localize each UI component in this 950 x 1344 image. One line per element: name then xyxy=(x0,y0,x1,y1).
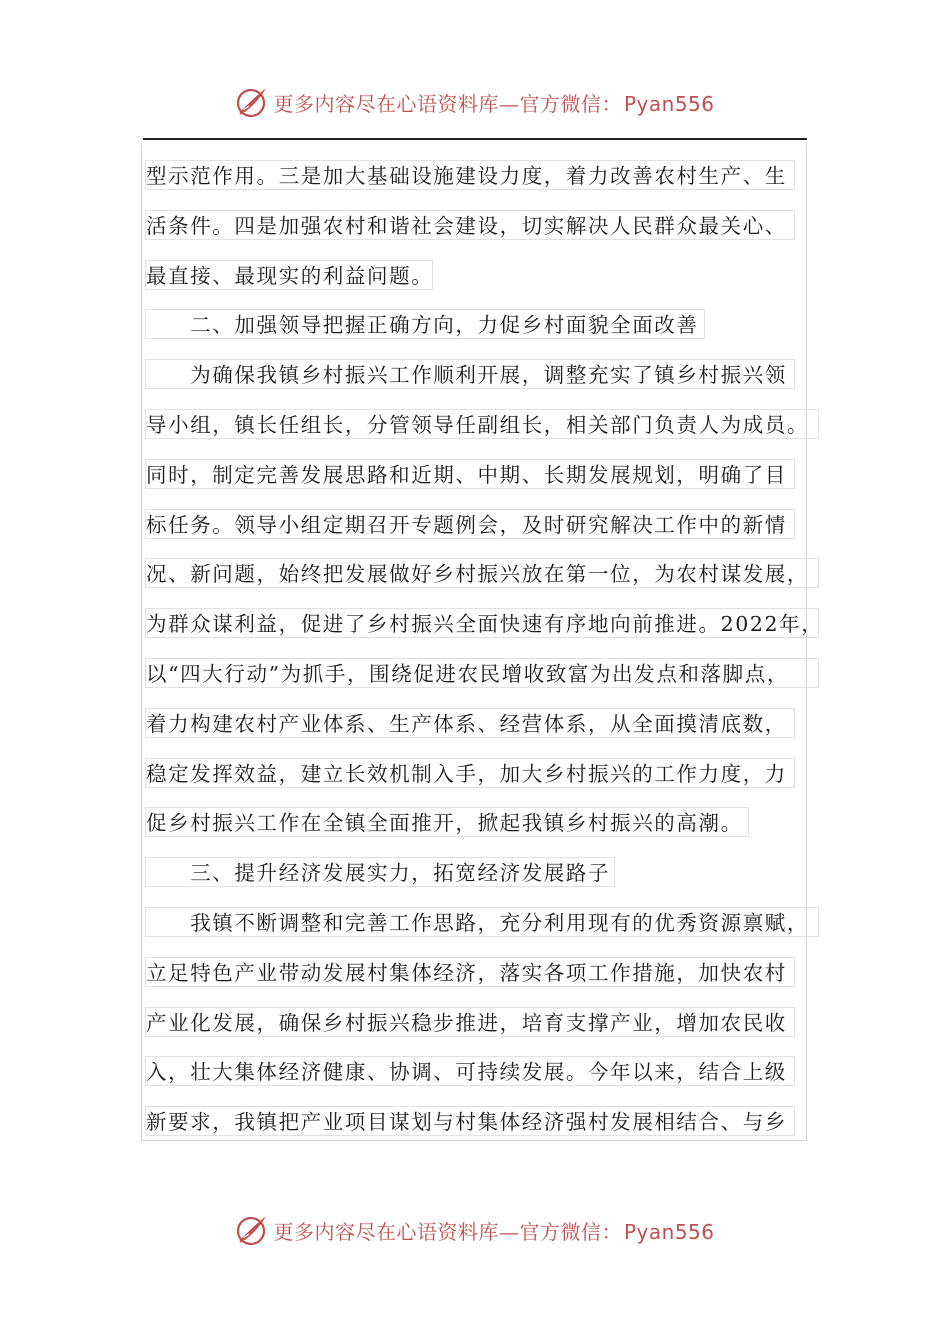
quill-logo-icon xyxy=(235,1213,269,1247)
text-line xyxy=(143,748,833,798)
text-line xyxy=(143,548,833,598)
text-line xyxy=(143,1046,833,1096)
text-line xyxy=(143,947,833,997)
line-text: 入，壮大集体经济健康、协调、可持续发展。今年以来，结合上级 xyxy=(145,1056,795,1086)
line-text: 为确保我镇乡村振兴工作顺利开展，调整充实了镇乡村振兴领 xyxy=(145,359,795,389)
text-line xyxy=(143,349,833,399)
heading-line: 三、提升经济发展实力，拓宽经济发展路子 xyxy=(145,857,615,887)
watermark-banner-top xyxy=(0,82,950,122)
line-text: 型示范作用。三是加大基础设施建设力度，着力改善农村生产、生 xyxy=(145,160,795,190)
document-body xyxy=(143,150,833,1146)
line-text: 同时，制定完善发展思路和近期、中期、长期发展规划，明确了目 xyxy=(145,459,795,489)
line-text: 着力构建农村产业体系、生产体系、经营体系，从全面摸清底数， xyxy=(145,708,795,738)
line-text: 立足特色产业带动发展村集体经济，落实各项工作措施，加快农村 xyxy=(145,957,795,987)
text-line xyxy=(143,997,833,1047)
text-line xyxy=(143,200,833,250)
watermark-text: 更多内容尽在心语资料库—官方微信： Pyan556 xyxy=(273,1219,715,1244)
line-text: 我镇不断调整和完善工作思路，充分利用现有的优秀资源禀赋， xyxy=(145,907,819,937)
line-text: 标任务。领导小组定期召开专题例会，及时研究解决工作中的新情 xyxy=(145,509,795,539)
line-text: 以“四大行动”为抓手，围绕促进农民增收致富为出发点和落脚点， xyxy=(145,658,819,688)
line-text: 促乡村振兴工作在全镇全面推开，掀起我镇乡村振兴的高潮。 xyxy=(145,807,749,837)
line-text: 导小组，镇长任组长，分管领导任副组长，相关部门负责人为成员。 xyxy=(145,409,819,439)
text-line xyxy=(143,499,833,549)
text-line xyxy=(143,299,833,349)
quill-logo-icon xyxy=(235,85,269,119)
text-line xyxy=(143,797,833,847)
text-line xyxy=(143,847,833,897)
line-text: 新要求，我镇把产业项目谋划与村集体经济强村发展相结合、与乡 xyxy=(145,1106,795,1136)
header-rule xyxy=(143,138,807,140)
text-line xyxy=(143,449,833,499)
heading-line: 二、加强领导把握正确方向，力促乡村面貌全面改善 xyxy=(145,309,705,339)
text-line xyxy=(143,897,833,947)
text-line xyxy=(143,1096,833,1146)
line-text: 况、新问题，始终把发展做好乡村振兴放在第一位，为农村谋发展， xyxy=(145,558,819,588)
line-text: 活条件。四是加强农村和谐社会建设，切实解决人民群众最关心、 xyxy=(145,210,795,240)
text-line xyxy=(143,698,833,748)
line-text: 最直接、最现实的利益问题。 xyxy=(145,260,433,290)
watermark-banner-bottom xyxy=(0,1210,950,1250)
watermark-text: 更多内容尽在心语资料库—官方微信： Pyan556 xyxy=(273,91,715,116)
line-text: 稳定发挥效益，建立长效机制入手，加大乡村振兴的工作力度，力 xyxy=(145,758,795,788)
text-line xyxy=(143,150,833,200)
text-line xyxy=(143,648,833,698)
line-text: 为群众谋利益，促进了乡村振兴全面快速有序地向前推进。2022年， xyxy=(145,608,819,638)
line-text: 产业化发展，确保乡村振兴稳步推进，培育支撑产业，增加农民收 xyxy=(145,1007,795,1037)
text-line xyxy=(143,399,833,449)
text-line xyxy=(143,250,833,300)
text-line xyxy=(143,598,833,648)
